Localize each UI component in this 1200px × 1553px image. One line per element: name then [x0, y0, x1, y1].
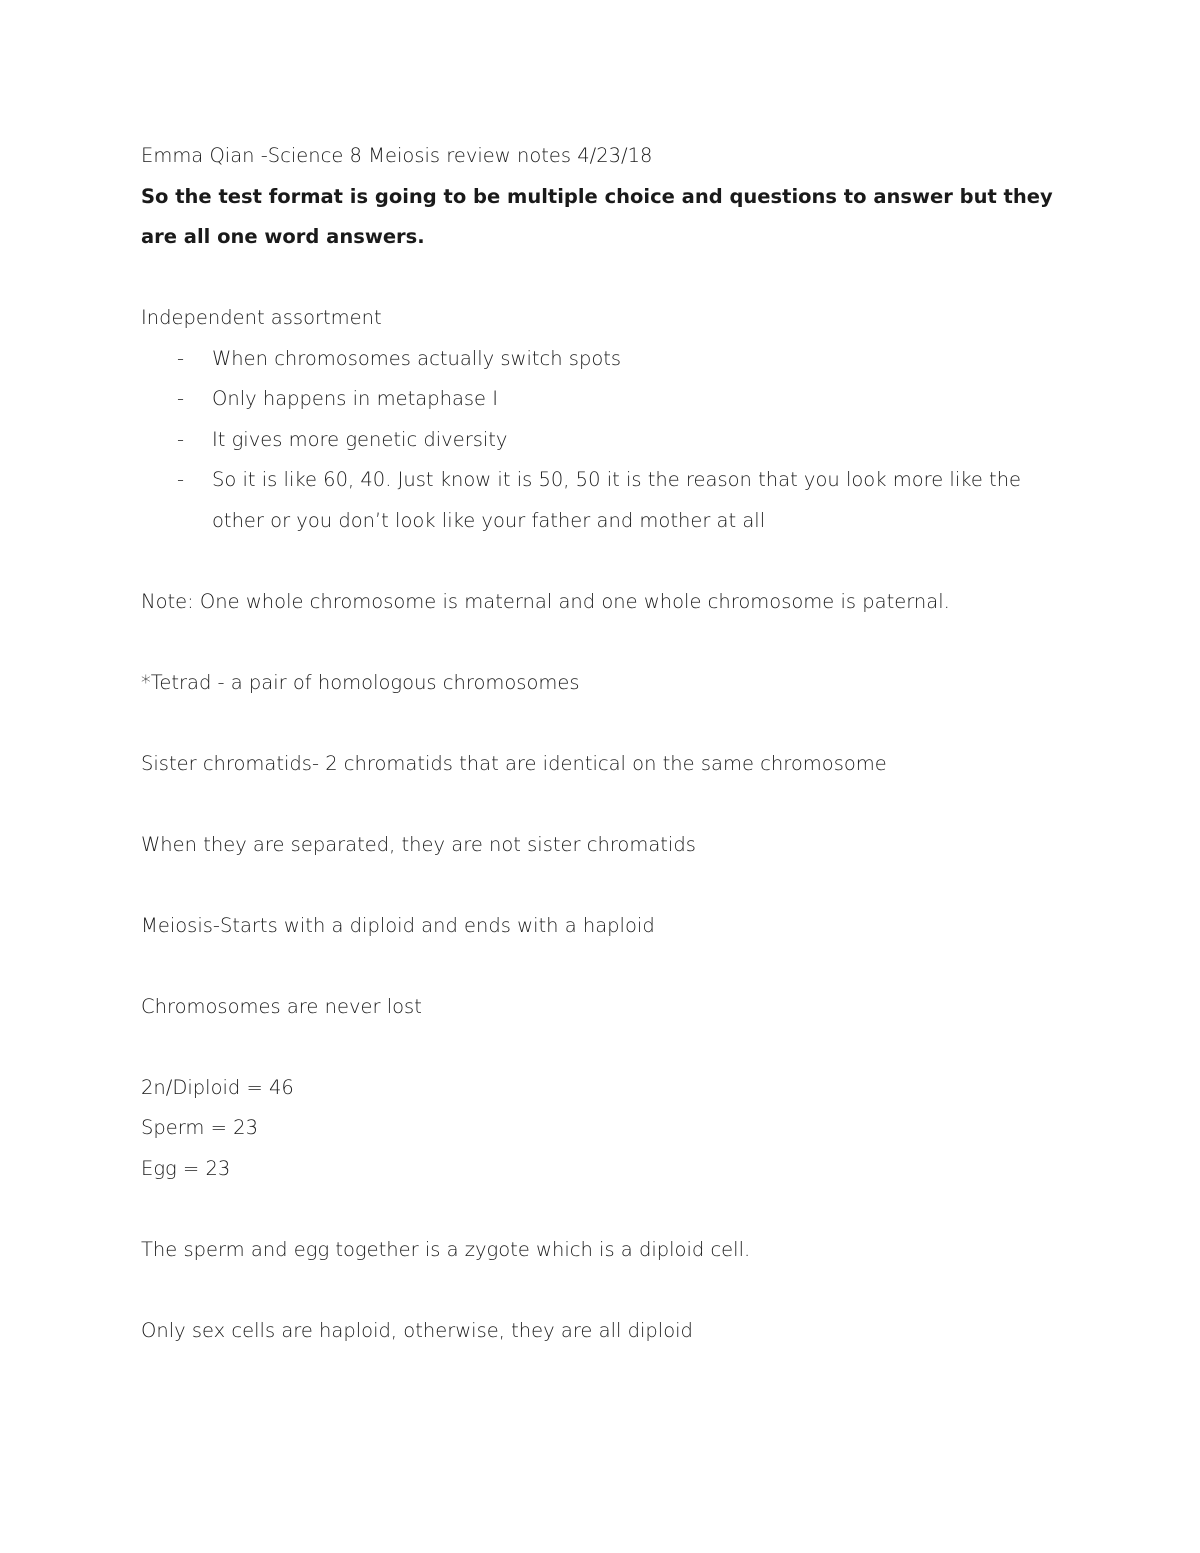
spacer	[141, 865, 1071, 906]
list-item	[141, 339, 1071, 380]
tetrad-definition: *Tetrad - a pair of homologous chromosomes	[141, 670, 580, 694]
section-heading-independent-assortment: Independent assortment	[141, 306, 382, 329]
diploid-count: 2n/Diploid = 46	[141, 1075, 294, 1099]
chromosomes-never-lost: Chromosomes are never lost	[141, 994, 422, 1018]
spacer	[141, 946, 1071, 987]
bullet-dash: -	[177, 468, 185, 491]
bullet-dash: -	[177, 427, 185, 451]
spacer	[141, 1189, 1071, 1230]
list-item-text: Only happens in metaphase I	[212, 387, 498, 410]
test-format-note: So the test format is going to be multiple choice and questions to answer but they are all one word answers.	[141, 184, 1053, 248]
list-item-text: It gives more genetic diversity	[212, 427, 508, 451]
sex-cells-note: Only sex cells are haploid, otherwise, they are all diploid	[141, 1318, 693, 1342]
spacer	[141, 703, 1071, 744]
bullet-dash: -	[177, 387, 185, 410]
list-item	[141, 379, 1071, 420]
egg-count: Egg = 23	[141, 1156, 231, 1180]
spacer	[141, 622, 1071, 663]
list-item-text: So it is like 60, 40. Just know it is 50, 50 it is the reason that you look more like the other or you don’t look like your father and mother at all	[212, 468, 1022, 532]
list-item	[141, 460, 1071, 541]
meiosis-definition: Meiosis-Starts with a diploid and ends with a haploid	[141, 913, 655, 937]
list-item-text: When chromosomes actually switch spots	[212, 346, 622, 370]
sperm-count: Sperm = 23	[141, 1116, 258, 1139]
maternal-paternal-note: Note: One whole chromosome is maternal and one whole chromosome is paternal.	[141, 589, 950, 613]
spacer	[141, 541, 1071, 582]
spacer	[141, 1027, 1071, 1068]
separated-note: When they are separated, they are not sister chromatids	[141, 832, 696, 856]
zygote-note: The sperm and egg together is a zygote which is a diploid cell.	[141, 1237, 751, 1261]
list-item	[141, 420, 1071, 461]
spacer	[141, 1270, 1071, 1311]
spacer	[141, 258, 1071, 299]
document-page	[141, 136, 1071, 1351]
bullet-dash: -	[177, 346, 185, 370]
sister-chromatids-definition: Sister chromatids- 2 chromatids that are identical on the same chromosome	[141, 751, 887, 775]
spacer	[141, 784, 1071, 825]
document-header: Emma Qian -Science 8 Meiosis review notes 4/23/18	[141, 144, 653, 167]
independent-assortment-list	[141, 339, 1071, 542]
